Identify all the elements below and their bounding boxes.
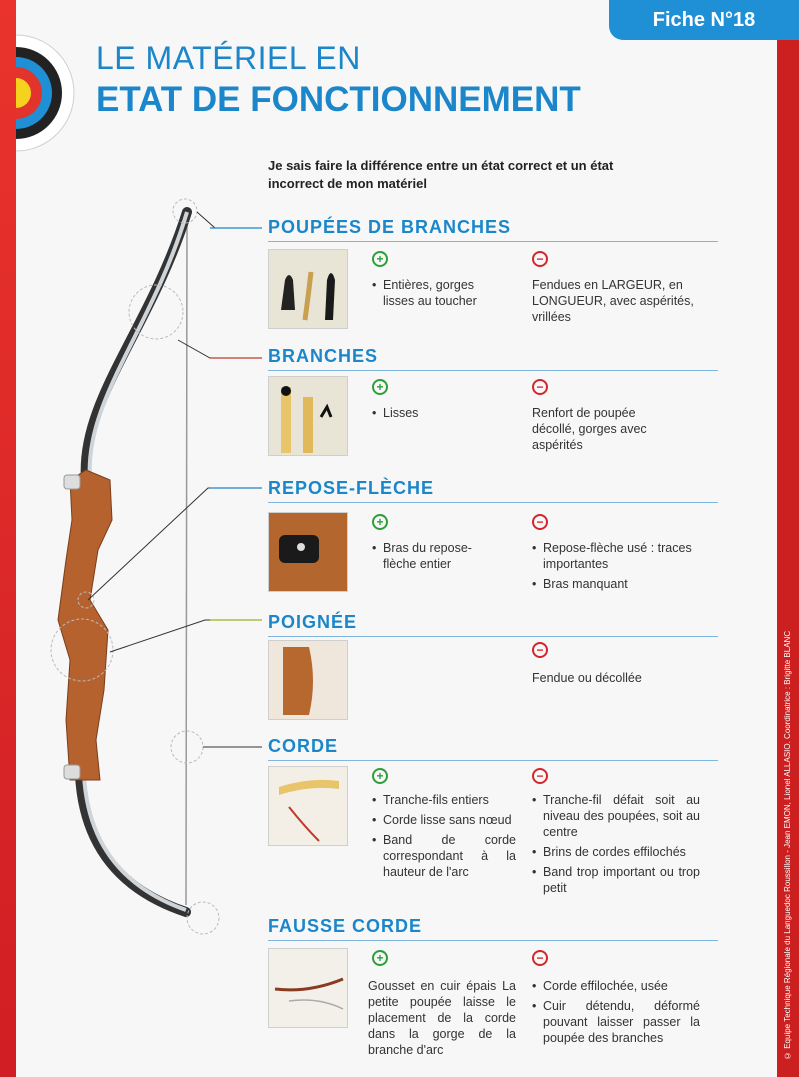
minus-item: • Band trop important ou trop petit — [532, 864, 700, 896]
plus-item: • Corde lisse sans nœud — [372, 812, 516, 828]
plus-list — [372, 277, 502, 313]
minus-item: • Brins de cordes effilochés — [532, 844, 700, 860]
section-corde — [268, 736, 718, 906]
section-title: CORDE — [268, 736, 718, 761]
plus-item: • Entières, gorges lisses au toucher — [372, 277, 502, 309]
plus-item: • Tranche-fils entiers — [372, 792, 516, 808]
minus-paragraph: Fendues en LARGEUR, en LONGUEUR, avec aspérités, vrillées — [532, 278, 694, 324]
photo-repose-fleche — [268, 512, 348, 592]
minus-text — [532, 670, 682, 686]
minus-item: • Cuir détendu, déformé pouvant laisser passer la poupée des branches — [532, 998, 700, 1046]
minus-icon: − — [532, 251, 548, 267]
minus-icon: − — [532, 768, 548, 784]
minus-item: • Repose-flèche usé : traces importantes — [532, 540, 702, 572]
page-title-line2: ETAT DE FONCTIONNEMENT — [96, 80, 581, 119]
page-title-line1: LE MATÉRIEL EN — [96, 40, 361, 76]
credit-text: © Equipe Technique Régionale du Languedoc Roussillon - Jean EMON, Lionel ALLASIO. Coordinatrice : Brigitte BLANC — [783, 630, 792, 1060]
plus-list — [372, 405, 502, 425]
photo-poignee — [268, 640, 348, 720]
plus-list — [372, 540, 502, 576]
minus-paragraph: Fendue ou décollée — [532, 671, 642, 685]
minus-text — [532, 405, 682, 453]
minus-icon: − — [532, 950, 548, 966]
section-title: FAUSSE CORDE — [268, 916, 718, 941]
minus-item: • Corde effilochée, usée — [532, 978, 700, 994]
minus-item: • Bras manquant — [532, 576, 702, 592]
section-title: BRANCHES — [268, 346, 718, 371]
section-poupees-de-branches — [268, 217, 718, 332]
minus-item: • Tranche-fil défait soit au niveau des poupées, soit au centre — [532, 792, 700, 840]
intro-text: Je sais faire la différence entre un état correct et un état incorrect de mon matériel — [268, 158, 614, 191]
plus-item: • Bras du repose-flèche entier — [372, 540, 502, 572]
plus-item: • Lisses — [372, 405, 502, 421]
minus-list — [532, 978, 700, 1050]
section-title: POIGNÉE — [268, 612, 718, 637]
minus-paragraph: Renfort de poupée décollé, gorges avec aspérités — [532, 406, 647, 452]
minus-text — [532, 277, 712, 325]
plus-icon: + — [372, 514, 388, 530]
plus-list — [372, 792, 516, 884]
section-title: REPOSE-FLÈCHE — [268, 478, 718, 503]
plus-icon: + — [372, 950, 388, 966]
plus-icon: + — [372, 379, 388, 395]
bow-diagram — [0, 0, 268, 1077]
plus-text — [368, 978, 516, 1058]
minus-icon: − — [532, 514, 548, 530]
photo-corde — [268, 766, 348, 846]
minus-list — [532, 540, 702, 596]
plus-icon: + — [372, 251, 388, 267]
plus-icon: + — [372, 768, 388, 784]
minus-list — [532, 792, 700, 900]
section-title: POUPÉES DE BRANCHES — [268, 217, 718, 242]
fiche-number-tab: Fiche N°18 — [609, 0, 799, 40]
section-branches — [268, 346, 718, 461]
minus-icon: − — [532, 379, 548, 395]
section-poignee — [268, 612, 718, 727]
plus-paragraph: Gousset en cuir épais La petite poupée laisse le placement de la corde dans la gorge de la branche d'arc — [368, 979, 516, 1057]
plus-item: • Band de corde correspondant à la hauteur de l'arc — [372, 832, 516, 880]
section-repose-fleche — [268, 478, 718, 598]
photo-fausse-corde — [268, 948, 348, 1028]
right-color-strip — [777, 40, 799, 1077]
minus-icon: − — [532, 642, 548, 658]
photo-poupees — [268, 249, 348, 329]
photo-branches — [268, 376, 348, 456]
section-fausse-corde — [268, 916, 718, 1066]
